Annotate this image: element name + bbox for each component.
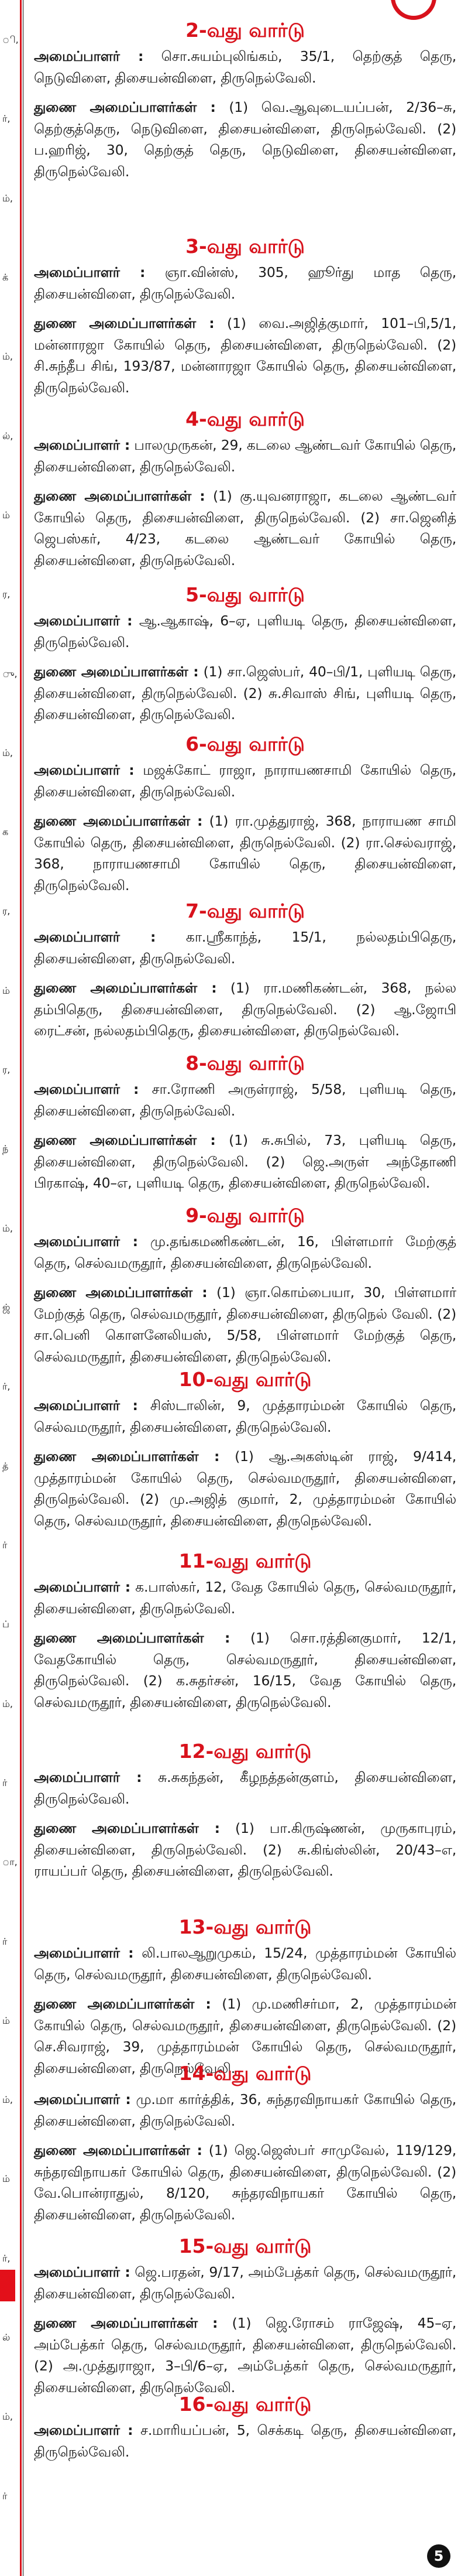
ward-title: 8-வது வார்டு xyxy=(185,1052,305,1075)
convener-entry xyxy=(34,435,456,477)
adjacent-column-fragment: ல், xyxy=(2,430,13,442)
convener-label: அமைப்பாளர் : xyxy=(34,1769,142,1785)
convener-details: லி.பாலஆறுமுகம், 15/24, முத்தாரம்மன் கோயில் தெரு, செல்வமருதூர், திசையன்விளை, திருநெல்வேலி. xyxy=(34,1945,456,1983)
ward-section xyxy=(34,580,456,734)
ward-title: 13-வது வார்டு xyxy=(178,1915,312,1938)
convener-entry xyxy=(34,46,456,88)
deputy-details: (1) மு.மணிசர்மா, 2, முத்தாரம்மன் கோயில் தெரு, செல்வமருதூர், திசையன்விளை, திருநெல்வேலி. (2) செ.சிவராஜ், 39, முத்தாரம்மன் கோயில் தெரு, செல்வமருதூர், திசையன்விளை, திருநெல்வேலி. xyxy=(34,1996,456,2076)
deputy-details: (1) ரா.முத்துராஜ், 368, நாராயண சாமி கோயில் தெரு, திசையன்விளை, திருநெல்வேலி. (2) ரா.செல்வராஜ், 368, நாராயணசாமி கோயில் தெரு, திசையன்விளை, திருநெல்வேலி. xyxy=(34,813,456,894)
convener-details: ச.மாரியப்பன், 5, செக்கடி தெரு, திசையன்விளை, திருநெல்வேலி. xyxy=(34,2422,456,2460)
adjacent-column-fragment: ம், xyxy=(2,1223,13,1234)
convener-entry xyxy=(34,760,456,802)
deputy-entry xyxy=(34,1818,456,1882)
ward-section xyxy=(34,1736,456,1890)
ward-section xyxy=(34,2389,456,2471)
deputy-label: துணை அமைப்பாளர்கள் : xyxy=(34,1132,216,1148)
ward-title: 2-வது வார்டு xyxy=(185,19,305,42)
adjacent-column-fragment: ர, xyxy=(2,905,11,916)
adjacent-column-fragment: ர, xyxy=(2,589,11,600)
convener-label: அமைப்பாளர் : xyxy=(34,929,156,945)
ward-title: 10-வது வார்டு xyxy=(178,1368,312,1391)
ward-title: 9-வது வார்டு xyxy=(185,1204,305,1227)
adjacent-column-strip xyxy=(0,0,20,2576)
convener-entry xyxy=(34,1395,456,1438)
convener-label: அமைப்பாளர் : xyxy=(34,1397,138,1414)
deputy-details: (1) கு.யுவனராஜா, கடலை ஆண்டவர் கோயில் தெரு, திசையன்விளை, திருநெல்வேலி. (2) சா.ஜெனித் ஜெபஸ்கர், 4/23, கடலை ஆண்டவர் கோயில் தெரு, திசையன்விளை, திருநெல்வேலி. xyxy=(34,488,456,569)
adjacent-column-fragment: ர், xyxy=(2,1381,11,1392)
convener-entry xyxy=(34,1079,456,1121)
convener-entry xyxy=(34,2089,456,2132)
deputy-entry xyxy=(34,1446,456,1531)
convener-entry xyxy=(34,1942,456,1985)
adjacent-column-fragment: ந் xyxy=(2,1143,9,1154)
convener-label: அமைப்பாளர் : xyxy=(34,437,130,453)
adjacent-column-fragment: ம், xyxy=(2,747,13,758)
adjacent-column-fragment: த் xyxy=(2,1460,9,1472)
deputy-details: (1) பா.கிருஷ்ணன், முருகாபுரம், திசையன்விளை, திருநெல்வேலி. (2) சு.கிங்ஸ்லின், 20/43–எ, ராயப்பர் தெரு, திசையன்விளை, திருநெல்வேலி. xyxy=(34,1820,456,1879)
ward-title: 12-வது வார்டு xyxy=(178,1740,312,1763)
page-number-badge: 5 xyxy=(427,2544,450,2568)
adjacent-column-fragment: ி, xyxy=(2,34,19,45)
deputy-label: துணை அமைப்பாளர்கள் : xyxy=(34,99,216,115)
convener-label: அமைப்பாளர் : xyxy=(34,2264,130,2280)
deputy-entry xyxy=(34,1282,456,1367)
adjacent-column-fragment: ம், xyxy=(2,351,13,362)
deputy-label: துணை அமைப்பாளர்கள் : xyxy=(34,663,199,680)
convener-details: சிஸ்டாலின், 9, முத்தாரம்மன் கோயில் தெரு, செல்வமருதூர், திசையன்விளை, திருநெல்வேலி. xyxy=(34,1397,456,1435)
convener-entry xyxy=(34,926,456,969)
convener-details: சொ.சுயம்புலிங்கம், 35/1, தெற்குத் தெரு, நெடுவிளை, திசையன்விளை, திருநெல்வேலி. xyxy=(34,48,456,86)
adjacent-red-marker xyxy=(0,2270,15,2301)
deputy-label: துணை அமைப்பாளர்கள் : xyxy=(34,488,205,504)
convener-label: அமைப்பாளர் : xyxy=(34,1081,139,1097)
ward-title: 16-வது வார்டு xyxy=(178,2393,312,2416)
adjacent-column-fragment: ஜ் xyxy=(2,1302,11,1313)
convener-label: அமைப்பாளர் : xyxy=(34,2091,131,2108)
adjacent-column-fragment: ம், xyxy=(2,193,13,204)
convener-details: ஞா.வின்ஸ், 305, ஹூர்து மாத தெரு, திசையன்விளை, திருநெல்வேலி. xyxy=(34,264,456,302)
deputy-details: (1) சொ.ரத்தினகுமார், 12/1, வேதகோயில் தெரு, செல்வமருதூர், திசையன்விளை, திருநெல்வேலி. (2) க.சுதர்சன், 16/15, வேத கோயில் தெரு, செல்வமருதூர், திசையன்விளை, திருநெல்வேலி. xyxy=(34,1630,456,1711)
adjacent-column-fragment: ர் xyxy=(2,2491,8,2502)
ward-section xyxy=(34,1200,456,1376)
ward-title: 14-வது வார்டு xyxy=(178,2062,312,2085)
deputy-details: (1) வெ.ஆவுடையப்பன், 2/36–சு, தெற்குத்தெரு, நெடுவிளை, திசையன்விளை, திருநெல்வேலி. (2) ப.ஹரிஜ், 30, தெற்குத் தெரு, நெடுவிளை, திசையன்விளை, திருநெல்வேலி. xyxy=(34,99,457,180)
ward-title: 11-வது வார்டு xyxy=(178,1549,312,1572)
deputy-details: (1) வை.அஜித்குமார், 101–பி,5/1, மன்னாரஜா கோயில் தெரு, திசையன்விளை, திருநெல்வேலி. (2) சி.சுந்தீப சிங், 193/87, மன்னாரஜா கோயில் தெரு, திசையன்விளை, திருநெல்வேலி. xyxy=(34,315,456,396)
convener-details: கா.ஸ்ரீகாந்த், 15/1, நல்லதம்பிதெரு, திசையன்விளை, திருநெல்வேலி. xyxy=(34,929,457,967)
adjacent-column-fragment: ப் xyxy=(2,1619,9,1630)
adjacent-column-fragment: ர் xyxy=(2,1936,8,1947)
convener-label: அமைப்பாளர் : xyxy=(34,613,133,629)
ward-section xyxy=(34,896,456,1050)
ward-title: 7-வது வார்டு xyxy=(185,899,305,922)
convener-details: ஆ.ஆகாஷ், 6–ஏ, புளியடி தெரு, திசையன்விளை, திருநெல்வேலி. xyxy=(34,613,456,651)
convener-entry xyxy=(34,1231,456,1274)
deputy-details: (1) ஞா.கொம்பையா, 30, பிள்ளமார் மேற்குத் தெரு, செல்வமருதூர், திசையன்விளை, திருநெல் வேலி. (2) சா.பெனி கொளனேலியஸ், 5/58, பிள்ளமார் மேற்குத் தெரு, செல்வமருதூர், திசையன்விளை, திருநெல்வேலி. xyxy=(34,1284,457,1365)
convener-label: அமைப்பாளர் : xyxy=(34,48,144,64)
adjacent-column-fragment: க் xyxy=(2,272,9,283)
ward-title: 5-வது வார்டு xyxy=(185,583,305,606)
deputy-label: துணை அமைப்பாளர்கள் : xyxy=(34,1448,220,1465)
adjacent-column-fragment: ர், xyxy=(2,113,11,124)
adjacent-column-fragment: ா, xyxy=(2,1856,18,1867)
deputy-entry xyxy=(34,2312,456,2398)
convener-details: மஜக்கோட் ராஜா, நாராயணசாமி கோயில் தெரு, திசையன்விளை, திருநெல்வேலி. xyxy=(34,762,456,800)
deputy-entry xyxy=(34,661,456,726)
deputy-entry xyxy=(34,1130,456,1194)
convener-label: அமைப்பாளர் : xyxy=(34,2422,133,2438)
convener-label: அமைப்பாளர் : xyxy=(34,762,135,778)
ward-section xyxy=(34,2058,456,2233)
deputy-details: (1) சு.சுபில், 73, புளியடி தெரு, திசையன்விளை, திருநெல்வேலி. (2) ஜெ.அருள் அந்தோணி பிரகாஷ், 40–எ, புளியடி தெரு, திசையன்விளை, திருநெல்வேலி. xyxy=(34,1132,456,1191)
ward-section xyxy=(34,231,456,406)
adjacent-column-fragment: ர் xyxy=(2,1777,8,1788)
convener-label: அமைப்பாளர் : xyxy=(34,1579,130,1595)
adjacent-column-fragment: ம் xyxy=(2,2173,10,2184)
deputy-label: துணை அமைப்பாளர்கள் : xyxy=(34,1630,230,1646)
convener-entry xyxy=(34,1576,456,1619)
ward-title: 4-வது வார்டு xyxy=(185,408,305,430)
ward-title: 6-வது வார்டு xyxy=(185,733,305,755)
deputy-label: துணை அமைப்பாளர்கள் : xyxy=(34,315,215,331)
convener-label: அமைப்பாளர் : xyxy=(34,1945,134,1961)
convener-details: சா.ரோணி அருள்ராஜ், 5/58, புளியடி தெரு, திசையன்விளை, திருநெல்வேலி. xyxy=(34,1081,456,1119)
column-divider-red xyxy=(20,0,22,2576)
convener-details: மு.மா கார்த்திக், 36, சுந்தரவிநாயகர் கோயில் தெரு, திசையன்விளை, திருநெல்வேலி. xyxy=(34,2091,456,2129)
deputy-label: துணை அமைப்பாளர்கள் : xyxy=(34,2142,202,2158)
convener-details: மு.தங்கமணிகண்டன், 16, பிள்ளமார் மேற்குத் தெரு, செல்வமருதூர், திசையன்விளை, திருநெல்வேலி. xyxy=(34,1233,456,1271)
deputy-label: துணை அமைப்பாளர்கள் : xyxy=(34,1996,211,2012)
adjacent-column-fragment: க xyxy=(2,826,9,837)
convener-details: சு.சுகந்தன், கீழநத்தன்குளம், திசையன்விளை, திருநெல்வேலி. xyxy=(34,1769,456,1807)
deputy-details: (1) ஜெ.ஜெஸ்பர் சாமுவேல், 119/129, சுந்தரவிநாயகர் கோயில் தெரு, திசையன்விளை, திருநெல்வேலி. (2) வே.பொன்ராதுல், 8/120, சுந்தரவிநாயகர் கோயில் தெரு, திசையன்விளை, திருநெல்வேலி. xyxy=(34,2142,456,2223)
deputy-entry xyxy=(34,2140,456,2225)
ward-section xyxy=(34,15,456,190)
ward-list-column xyxy=(34,0,456,2576)
ward-section xyxy=(34,1364,456,1540)
convener-label: அமைப்பாளர் : xyxy=(34,264,146,280)
deputy-entry xyxy=(34,1627,456,1713)
ward-section xyxy=(34,404,456,579)
adjacent-column-fragment: ம், xyxy=(2,2094,13,2105)
adjacent-column-fragment: ம், xyxy=(2,2411,13,2422)
deputy-entry xyxy=(34,810,456,896)
adjacent-column-fragment: ர் xyxy=(2,1540,8,1551)
convener-entry xyxy=(34,2420,456,2462)
deputy-details: (1) ஆ.அகஸ்டின் ராஜ், 9/414, முத்தாரம்மன் கோயில் தெரு, செல்வமருதூர், திசையன்விளை, திருநெல்வேலி. (2) மு.அஜித் குமார், 2, முத்தாரம்மன் கோயில் தெரு, செல்வமருதூர், திசையன்விளை, திருநெல்வேலி. xyxy=(34,1448,456,1529)
adjacent-column-fragment: ம், xyxy=(2,1698,13,1709)
adjacent-column-fragment: ல் xyxy=(2,2332,11,2343)
ward-section xyxy=(34,729,456,904)
deputy-details: (1) ஜெ.ரோசம் ராஜேஷ், 45–ஏ, அம்பேத்கர் தெரு, செல்வமருதூர், திசையன்விளை, திருநெல்வேலி. (2) அ.முத்துராஜா, 3–பி/6–ஏ, அம்பேத்கர் தெரு, செல்வமருதூர், திசையன்விளை, திருநெல்வேலி. xyxy=(34,2315,457,2396)
deputy-label: துணை அமைப்பாளர்கள் : xyxy=(34,1820,220,1836)
deputy-details: (1) சா.ஜெஸ்பர், 40–பி/1, புளியடி தெரு, திசையன்விளை, திருநெல்வேலி. (2) சு.சிவாஸ் சிங், புளியடி தெரு, திசையன்விளை, திருநெல்வேலி. xyxy=(34,663,456,723)
convener-details: ஜெ.பரதன், 9/17, அம்பேத்கர் தெரு, செல்வமருதூர், திசையன்விளை, திருநெல்வேலி. xyxy=(34,2264,456,2302)
deputy-label: துணை அமைப்பாளர்கள் : xyxy=(34,2315,218,2331)
convener-entry xyxy=(34,610,456,653)
adjacent-column-fragment: ம் xyxy=(2,509,10,521)
deputy-entry xyxy=(34,97,456,182)
convener-label: அமைப்பாளர் : xyxy=(34,1233,138,1250)
deputy-entry xyxy=(34,485,456,571)
deputy-details: (1) ரா.மணிகண்டன், 368, நல்ல தம்பிதெரு, திசையன்விளை, திருநெல்வேலி. (2) ஆ.ஜோபி ரைட்சன், நல்லதம்பிதெரு, திசையன்விளை, திருநெல்வேலி. xyxy=(34,980,456,1039)
ward-title: 3-வது வார்டு xyxy=(185,235,305,258)
convener-details: க.பாஸ்கர், 12, வேத கோயில் தெரு, செல்வமருதூர், திசையன்விளை, திருநெல்வேலி. xyxy=(34,1579,456,1617)
convener-entry xyxy=(34,1767,456,1809)
deputy-label: துணை அமைப்பாளர்கள் : xyxy=(34,980,217,996)
adjacent-column-fragment: ம் xyxy=(2,985,10,996)
ward-title xyxy=(34,2497,456,2527)
deputy-entry xyxy=(34,977,456,1042)
adjacent-column-fragment: ு, xyxy=(2,668,18,679)
ward-section xyxy=(34,1546,456,1721)
convener-entry xyxy=(34,2262,456,2304)
adjacent-column-fragment: ர, xyxy=(2,1064,11,1075)
convener-entry xyxy=(34,262,456,305)
deputy-label: துணை அமைப்பாளர்கள் : xyxy=(34,1284,208,1301)
ward-section xyxy=(34,1048,456,1202)
deputy-label: துணை அமைப்பாளர்கள் : xyxy=(34,813,203,829)
adjacent-column-fragment: ம் xyxy=(2,2015,10,2026)
convener-details: பாலமுருகன், 29, கடலை ஆண்டவர் கோயில் தெரு, திசையன்விளை, திருநெல்வேலி. xyxy=(34,437,456,475)
adjacent-column-fragment: ர், xyxy=(2,2253,11,2264)
ward-title: 15-வது வார்டு xyxy=(178,2235,312,2257)
deputy-entry xyxy=(34,313,456,398)
ward-section xyxy=(34,2231,456,2406)
ward-section xyxy=(34,2497,456,2536)
